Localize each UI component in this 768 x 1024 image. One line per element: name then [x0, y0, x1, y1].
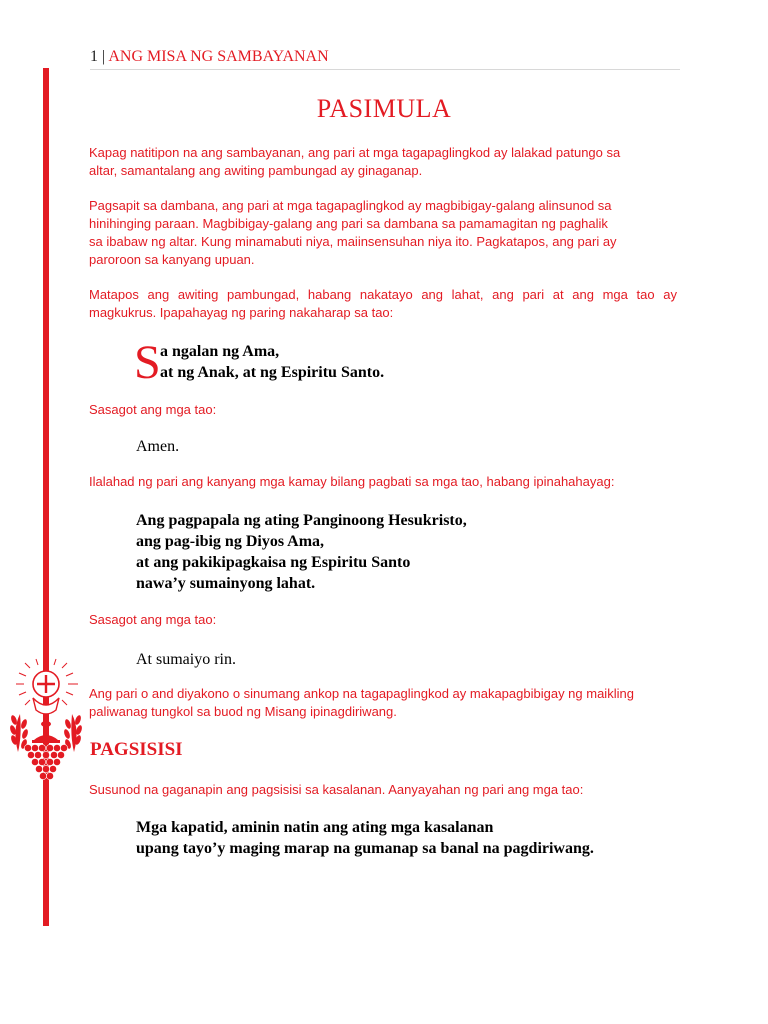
rubric-response-2: Sasagot ang mga tao:: [89, 612, 217, 627]
rubric-line: Matapos ang awiting pambungad, habang nakatayo ang lahat, ang pari at ang mga tao ay: [89, 287, 677, 302]
rubric-sign-of-cross: [89, 286, 677, 322]
rubric-line: Pagsapit sa dambana, ang pari at mga tagapaglingkod ay magbibigay-galang alinsunod sa: [89, 198, 612, 213]
prayer-line: at ng Anak, at ng Espiritu Santo.: [160, 364, 385, 381]
left-margin-bar: [43, 68, 49, 926]
document-title: ANG MISA NG SAMBAYANAN: [108, 48, 329, 65]
page-title: PASIMULA: [316, 94, 452, 123]
page-number: 1 |: [90, 48, 106, 65]
prayer-line: upang tayo’y maging marap na gumanap sa banal na pagdiriwang.: [136, 840, 594, 857]
rubric-greeting: Ilalahad ng pari ang kanyang mga kamay bilang pagbati sa mga tao, habang ipinahahayag:: [89, 474, 615, 489]
prayer-greeting: [136, 510, 467, 594]
prayer-line: a ngalan ng Ama,: [160, 343, 280, 360]
header-rule: [90, 69, 680, 70]
rubric-response-1: Sasagot ang mga tao:: [89, 402, 217, 417]
rubric-penitential: Susunod na gaganapin ang pagsisisi sa kasalanan. Aanyayahan ng pari ang mga tao:: [89, 782, 584, 797]
section-heading: PAGSISISI: [90, 739, 183, 760]
rubric-line: Ang pari o and diyakono o sinumang ankop na tagapaglingkod ay makapagbibigay ng maikling: [89, 686, 634, 701]
prayer-line: nawa’y sumainyong lahat.: [136, 575, 316, 592]
prayer-line: ang pag-ibig ng Diyos Ama,: [136, 533, 325, 550]
drop-cap: S: [134, 336, 161, 389]
rubric-line: altar, samantalang ang awiting pambungad ay ginaganap.: [89, 163, 423, 178]
rubric-line: hinihinging paraan. Magbibigay-galang ang pari sa dambana sa pamamagitan ng paghalik: [89, 216, 608, 231]
prayer-sign-of-cross: [160, 341, 384, 383]
running-header: [90, 46, 329, 68]
prayer-line: Ang pagpapala ng ating Panginoong Hesukristo,: [136, 512, 467, 529]
prayer-line: Mga kapatid, aminin natin ang ating mga kasalanan: [136, 819, 494, 836]
rubric-line: paroroon sa kanyang upuan.: [89, 252, 255, 267]
rubric-line: paliwanag tungkol sa buod ng Misang ipinagdiriwang.: [89, 704, 397, 719]
rubric-line: magkukrus. Ipapahayag ng paring nakaharap sa tao:: [89, 305, 394, 320]
prayer-line: at ang pakikipagkaisa ng Espiritu Santo: [136, 554, 411, 571]
rubric-intro: [89, 144, 620, 180]
response-amen: Amen.: [136, 438, 180, 455]
response-and-with-you: At sumaiyo rin.: [136, 651, 236, 668]
rubric-line: Kapag natitipon na ang sambayanan, ang pari at mga tagapaglingkod ay lalakad patungo sa: [89, 145, 621, 160]
prayer-penitential: [136, 817, 594, 859]
chalice-host-wheat-grapes-icon: [6, 656, 88, 784]
rubric-line: sa ibabaw ng altar. Kung minamabuti niya, maiinsensuhan niya ito. Pagkatapos, ang pari ay: [89, 234, 617, 249]
rubric-altar: [89, 197, 617, 269]
rubric-introduction: [89, 685, 634, 721]
